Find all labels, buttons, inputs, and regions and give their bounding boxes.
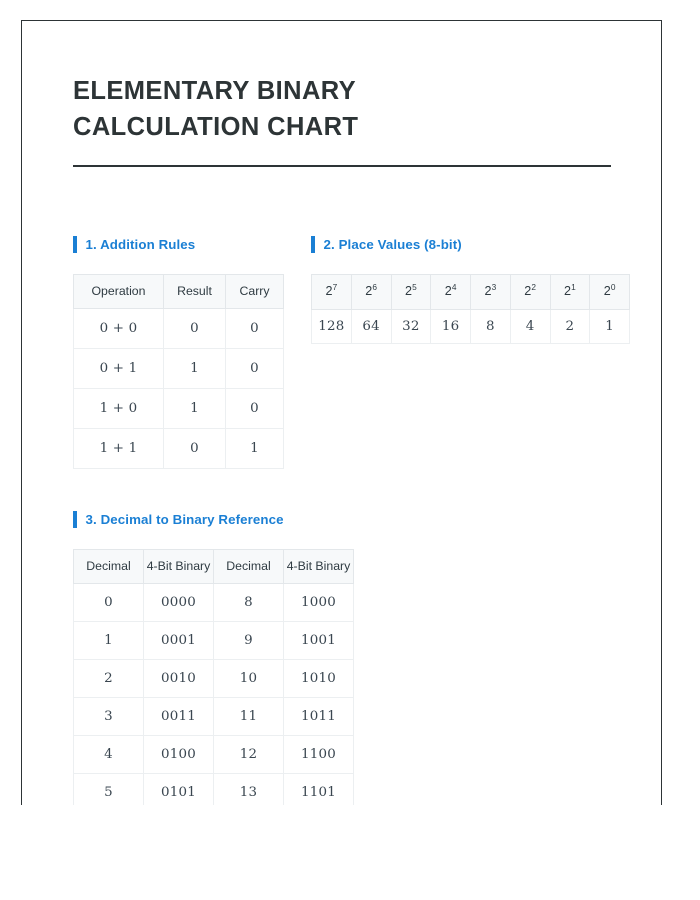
cell-operation: 1 + 0	[74, 389, 164, 429]
power-base: 2	[524, 284, 532, 298]
power-base: 2	[564, 284, 572, 298]
table-row	[74, 736, 354, 774]
column-header-power	[312, 275, 352, 310]
cell-binary: 1000	[284, 584, 354, 622]
table-row	[74, 309, 284, 349]
table-header-row	[312, 275, 630, 310]
title-divider	[73, 165, 611, 167]
cell-decimal: 0	[74, 584, 144, 622]
section-2-title: 2. Place Values (8-bit)	[323, 237, 462, 252]
cell-operation: 0 + 0	[74, 309, 164, 349]
power-exponent: 2	[531, 281, 536, 292]
cell-binary: 0100	[144, 736, 214, 774]
cell-result: 0	[164, 309, 226, 349]
power-exponent: 3	[491, 281, 497, 292]
table-row	[74, 622, 354, 660]
column-header-binary: 4-Bit Binary	[284, 550, 354, 584]
cell-binary: 1001	[284, 622, 354, 660]
section-addition-rules	[73, 236, 284, 469]
page-title: ELEMENTARY BINARY CALCULATION CHART	[73, 77, 359, 142]
cell-carry: 0	[226, 309, 284, 349]
cell-place-value: 4	[510, 309, 550, 343]
section-3-header	[73, 511, 354, 528]
cell-place-value: 32	[391, 309, 431, 343]
table-row	[312, 309, 630, 343]
cell-carry: 1	[226, 429, 284, 469]
column-header-decimal: Decimal	[74, 550, 144, 584]
cell-carry: 0	[226, 349, 284, 389]
power-exponent: 4	[451, 281, 457, 292]
power-base: 2	[365, 284, 373, 298]
table-header-row	[74, 550, 354, 584]
accent-bar-icon	[73, 236, 77, 253]
column-header-decimal: Decimal	[214, 550, 284, 584]
power-base: 2	[405, 284, 413, 298]
cell-binary: 0101	[144, 774, 214, 805]
column-header-operation: Operation	[74, 275, 164, 309]
power-exponent: 6	[372, 281, 377, 292]
section-3-title: 3. Decimal to Binary Reference	[85, 512, 284, 527]
power-base: 2	[484, 284, 492, 298]
column-header-power	[510, 275, 550, 310]
table-row	[74, 774, 354, 805]
cell-binary: 1100	[284, 736, 354, 774]
power-exponent: 0	[610, 281, 616, 292]
cell-binary: 1011	[284, 698, 354, 736]
cell-operation: 1 + 1	[74, 429, 164, 469]
column-header-binary: 4-Bit Binary	[144, 550, 214, 584]
table-row	[74, 584, 354, 622]
table-row	[74, 698, 354, 736]
cell-result: 1	[164, 389, 226, 429]
power-exponent: 1	[571, 281, 576, 292]
cell-decimal: 13	[214, 774, 284, 805]
cell-decimal: 3	[74, 698, 144, 736]
cell-binary: 1101	[284, 774, 354, 805]
power-base: 2	[603, 284, 611, 298]
cell-place-value: 16	[431, 309, 471, 343]
cell-place-value: 2	[550, 309, 590, 343]
cell-place-value: 64	[351, 309, 391, 343]
cell-decimal: 11	[214, 698, 284, 736]
cell-place-value: 128	[312, 309, 352, 343]
accent-bar-icon	[311, 236, 315, 253]
cell-binary: 0011	[144, 698, 214, 736]
column-header-power	[351, 275, 391, 310]
power-base: 2	[325, 284, 333, 298]
accent-bar-icon	[73, 511, 77, 528]
column-header-power	[590, 275, 630, 310]
power-base: 2	[444, 284, 452, 298]
cell-decimal: 2	[74, 660, 144, 698]
section-place-values	[311, 236, 630, 344]
cell-result: 0	[164, 429, 226, 469]
place-values-table	[311, 274, 630, 344]
cell-decimal: 1	[74, 622, 144, 660]
column-header-power	[471, 275, 511, 310]
cell-decimal: 4	[74, 736, 144, 774]
column-header-carry: Carry	[226, 275, 284, 309]
section-2-header	[311, 236, 630, 253]
section-1-header	[73, 236, 284, 253]
cell-decimal: 5	[74, 774, 144, 805]
table-row	[74, 429, 284, 469]
cell-decimal: 12	[214, 736, 284, 774]
power-exponent: 5	[412, 281, 417, 292]
table-row	[74, 660, 354, 698]
cell-binary: 0001	[144, 622, 214, 660]
cell-decimal: 10	[214, 660, 284, 698]
cell-result: 1	[164, 349, 226, 389]
section-1-title: 1. Addition Rules	[85, 237, 196, 252]
power-exponent: 7	[332, 281, 338, 292]
page-content	[73, 21, 633, 801]
document-page	[21, 20, 662, 805]
cell-place-value: 1	[590, 309, 630, 343]
cell-carry: 0	[226, 389, 284, 429]
cell-binary: 0010	[144, 660, 214, 698]
column-header-result: Result	[164, 275, 226, 309]
decimal-binary-table	[73, 549, 354, 805]
cell-binary: 1010	[284, 660, 354, 698]
cell-decimal: 8	[214, 584, 284, 622]
cell-operation: 0 + 1	[74, 349, 164, 389]
table-row	[74, 389, 284, 429]
section-decimal-to-binary	[73, 511, 354, 805]
cell-place-value: 8	[471, 309, 511, 343]
table-header-row	[74, 275, 284, 309]
column-header-power	[550, 275, 590, 310]
table-row	[74, 349, 284, 389]
cell-binary: 0000	[144, 584, 214, 622]
column-header-power	[391, 275, 431, 310]
column-header-power	[431, 275, 471, 310]
addition-rules-table	[73, 274, 284, 469]
cell-decimal: 9	[214, 622, 284, 660]
